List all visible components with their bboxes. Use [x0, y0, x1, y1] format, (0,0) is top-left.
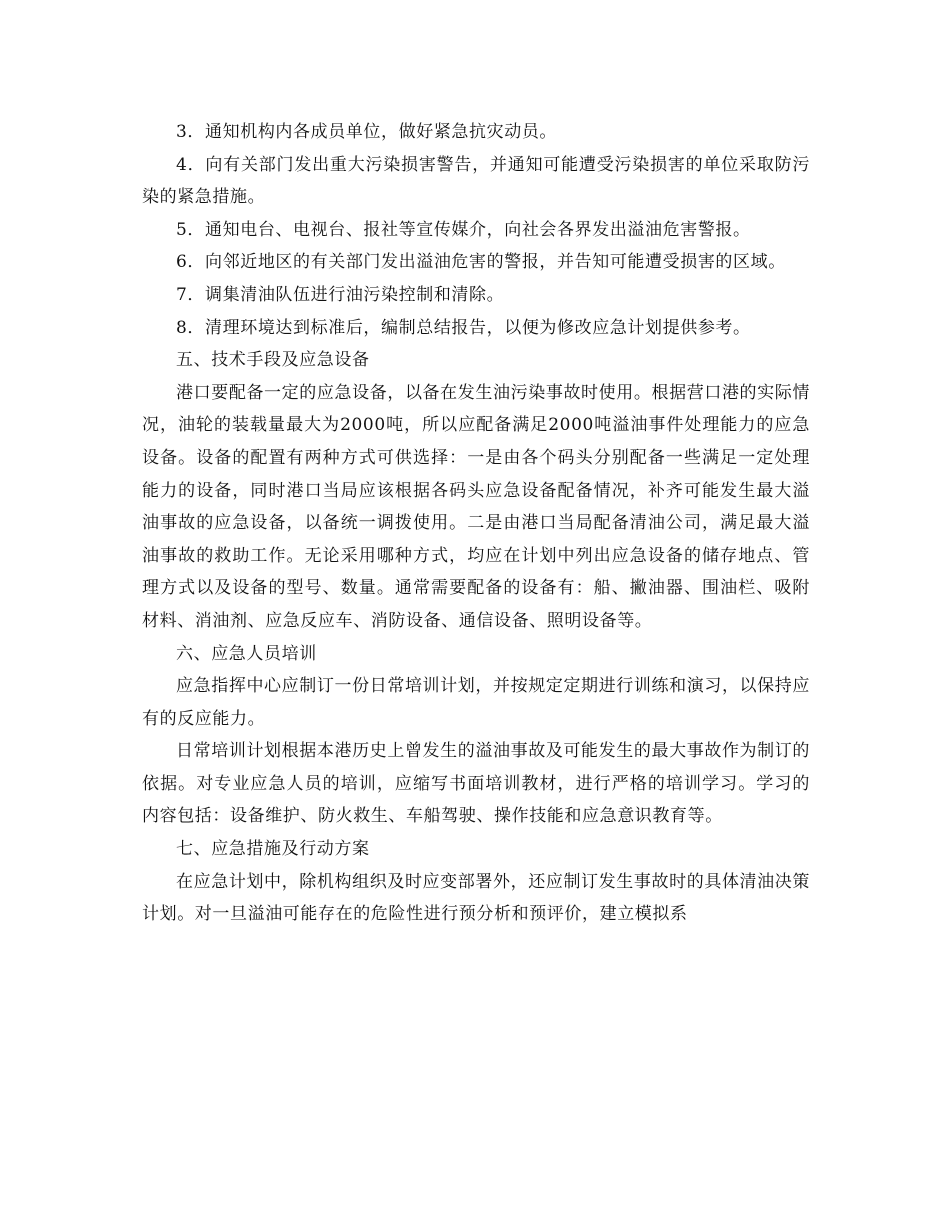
section-heading-7: 七、应急措施及行动方案 [176, 839, 370, 860]
list-item-6: 6．向邻近地区的有关部门发出溢油危害的警报，并告知可能遭受损害的区域。 [176, 252, 786, 273]
section-heading-6: 六、应急人员培训 [176, 643, 317, 664]
list-item-3: 3．通知机构内各成员单位，做好紧急抗灾动员。 [176, 122, 558, 142]
section-6-paragraph-2: 日常培训计划根据本港历史上曾发生的溢油事故及可能发生的最大事故作为制订的依据。对专业应急人员的培训，应缩写书面培训教材，进行严格的培训学习。学习的内容包括：设备维护、防火救生、车船驾驶、操作技能和应急意识教育等。 [142, 741, 810, 827]
section-heading-5: 五、技术手段及应急设备 [176, 350, 370, 371]
list-item-8: 8．清理环境达到标准后，编制总结报告，以便为修改应急计划提供参考。 [176, 317, 751, 338]
list-item-5: 5．通知电台、电视台、报社等宣传媒介，向社会各界发出溢油危害警报。 [176, 219, 751, 240]
document-page [142, 116, 810, 931]
section-6-paragraph-1: 应急指挥中心应制订一份日常培训计划，并按规定定期进行训练和演习，以保持应有的反应能力。 [142, 676, 810, 729]
section-7-paragraph-1: 在应急计划中，除机构组织及时应变部署外，还应制订发生事故时的具体清油决策计划。对一旦溢油可能存在的危险性进行预分析和预评价，建立模拟系 [142, 871, 810, 925]
list-item-4: 4．向有关部门发出重大污染损害警告，并通知可能遭受污染损害的单位采取防污染的紧急措施。 [142, 154, 810, 208]
list-item-7: 7．调集清油队伍进行油污染控制和清除。 [176, 284, 505, 305]
section-5-paragraph-1: 港口要配备一定的应急设备，以备在发生油污染事故时使用。根据营口港的实际情况，油轮的装载量最大为2000吨，所以应配备满足2000吨溢油事件处理能力的应急设备。设备的配置有两种方式可供选择：一是由各个码头分别配备一些满足一定处理能力的设备，同时港口当局应该根据各码头应急设备配备情况，补齐可能发生最大溢油事故的应急设备，以备统一调拨使用。二是由港口当局配备清油公司，满足最大溢油事故的救助工作。无论采用哪种方式，均应在计划中列出应急设备的储存地点、管理方式以及设备的型号、数量。通常需要配备的设备有：船、撇油器、围油栏、吸附材料、消油剂、应急反应车、消防设备、通信设备、照明设备等。 [142, 382, 810, 631]
